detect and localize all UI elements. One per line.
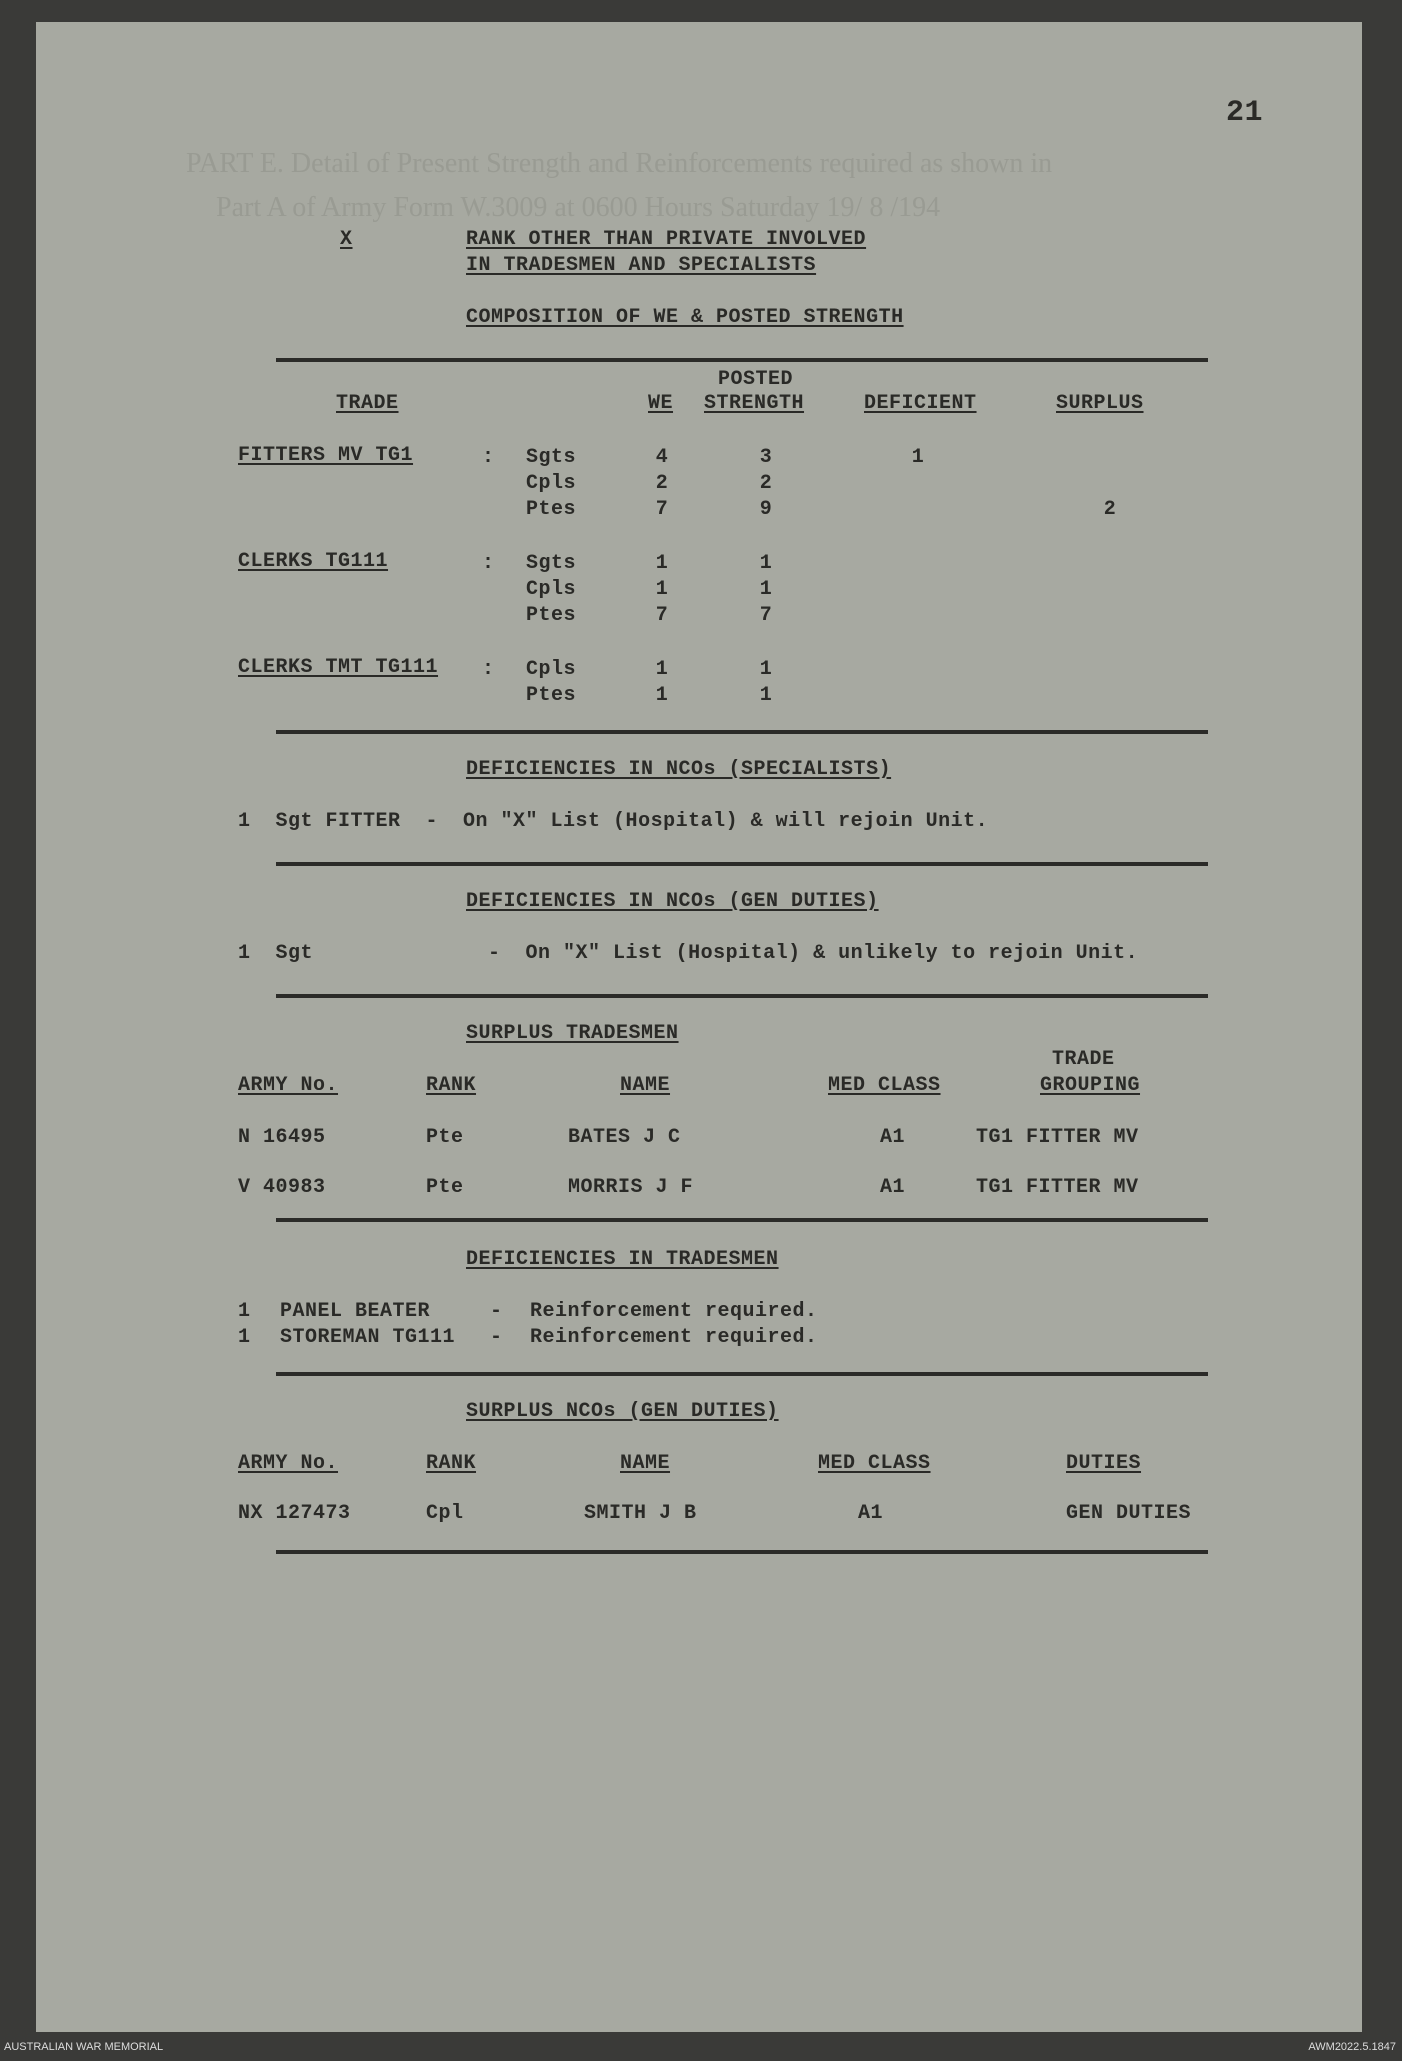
rank: Cpl [426,1502,464,1525]
we-value: 1 [655,578,669,601]
army-no: NX 127473 [238,1502,351,1525]
trade: PANEL BEATER [280,1300,431,1323]
rank: Cpls [526,658,577,681]
def-specialists-line: 1 Sgt FITTER - On "X" List (Hospital) & will rejoin Unit. [238,810,989,833]
posted-value: 2 [759,472,773,495]
sn-header-army-no: ARMY No. [238,1452,339,1475]
trade: STOREMAN TG111 [280,1326,456,1349]
we-value: 7 [655,604,669,627]
posted-value: 3 [759,446,773,469]
def-gen-title: DEFICIENCIES IN NCOs (GEN DUTIES) [466,890,879,913]
colon: : [482,552,495,575]
footer-credit: AUSTRALIAN WAR MEMORIAL [4,2041,164,2053]
divider [276,1372,1208,1376]
st-header-med-class: MED CLASS [828,1074,941,1097]
qty: 1 [238,1326,251,1349]
rank: Cpls [526,472,577,495]
trade-grouping: TG1 FITTER MV [976,1126,1139,1149]
name: BATES J C [568,1126,681,1149]
header-strength: STRENGTH [704,392,805,415]
rank: Sgts [526,446,577,469]
we-value: 1 [655,684,669,707]
colon: : [482,446,495,469]
header-surplus: SURPLUS [1056,392,1144,415]
composition-title: COMPOSITION OF WE & POSTED STRENGTH [466,306,904,329]
posted-value: 7 [759,604,773,627]
def-tradesmen-title: DEFICIENCIES IN TRADESMEN [466,1248,779,1271]
corner-mark: 21 [1226,96,1264,130]
trade-fitters: FITTERS MV TG1 [238,444,414,467]
surplus-tradesmen-title: SURPLUS TRADESMEN [466,1022,679,1045]
def-gen-line: 1 Sgt - On "X" List (Hospital) & unlikely to rejoin Unit. [238,942,1139,965]
st-header-trade: TRADE [1052,1048,1115,1071]
name: MORRIS J F [568,1176,694,1199]
header-deficient: DEFICIENT [864,392,977,415]
divider [276,1550,1208,1554]
trade-clerks-tmt: CLERKS TMT TG111 [238,656,439,679]
trade-clerks: CLERKS TG111 [238,550,389,573]
surplus-nco-title: SURPLUS NCOs (GEN DUTIES) [466,1400,779,1423]
med-class: A1 [880,1126,906,1149]
rank: Ptes [526,498,577,521]
rank: Ptes [526,684,577,707]
st-header-grouping: GROUPING [1040,1074,1141,1097]
med-class: A1 [880,1176,906,1199]
rank: Pte [426,1176,464,1199]
posted-value: 9 [759,498,773,521]
note: Reinforcement required. [530,1300,818,1323]
st-header-name: NAME [620,1074,671,1097]
army-no: N 16495 [238,1126,326,1149]
sn-header-med-class: MED CLASS [818,1452,931,1475]
dash: - [490,1326,503,1349]
st-header-army-no: ARMY No. [238,1074,339,1097]
footer-accession: AWM2022.5.1847 [1308,2041,1396,2053]
divider [276,1218,1208,1222]
st-header-rank: RANK [426,1074,477,1097]
divider [276,730,1208,734]
army-no: V 40983 [238,1176,326,1199]
sn-header-rank: RANK [426,1452,477,1475]
deficient-value: 1 [911,446,925,469]
posted-value: 1 [759,578,773,601]
dash: - [490,1300,503,1323]
heading-line-1: RANK OTHER THAN PRIVATE INVOLVED [466,228,867,251]
sn-header-name: NAME [620,1452,671,1475]
rank: Sgts [526,552,577,575]
sn-header-duties: DUTIES [1066,1452,1142,1475]
bleed-through-line-1: PART E. Detail of Present Strength and Reinforcements required as shown in [186,148,1053,179]
duties: GEN DUTIES [1066,1502,1192,1525]
bleed-through-line-2: Part A of Army Form W.3009 at 0600 Hours Saturday 19/ 8 /194 [216,192,941,223]
heading-marker: X [340,228,353,251]
divider [276,862,1208,866]
note: Reinforcement required. [530,1326,818,1349]
we-value: 4 [655,446,669,469]
def-specialists-title: DEFICIENCIES IN NCOs (SPECIALISTS) [466,758,892,781]
header-posted: POSTED [718,368,794,391]
rank: Pte [426,1126,464,1149]
med-class: A1 [858,1502,884,1525]
posted-value: 1 [759,552,773,575]
trade-grouping: TG1 FITTER MV [976,1176,1139,1199]
document-page [36,22,1362,2032]
we-value: 7 [655,498,669,521]
divider [276,994,1208,998]
surplus-value: 2 [1103,498,1117,521]
colon: : [482,658,495,681]
posted-value: 1 [759,684,773,707]
we-value: 1 [655,658,669,681]
we-value: 1 [655,552,669,575]
divider [276,358,1208,362]
header-we: WE [648,392,674,415]
qty: 1 [238,1300,251,1323]
rank: Ptes [526,604,577,627]
header-trade: TRADE [336,392,399,415]
name: SMITH J B [584,1502,697,1525]
we-value: 2 [655,472,669,495]
posted-value: 1 [759,658,773,681]
rank: Cpls [526,578,577,601]
heading-line-2: IN TRADESMEN AND SPECIALISTS [466,254,817,277]
